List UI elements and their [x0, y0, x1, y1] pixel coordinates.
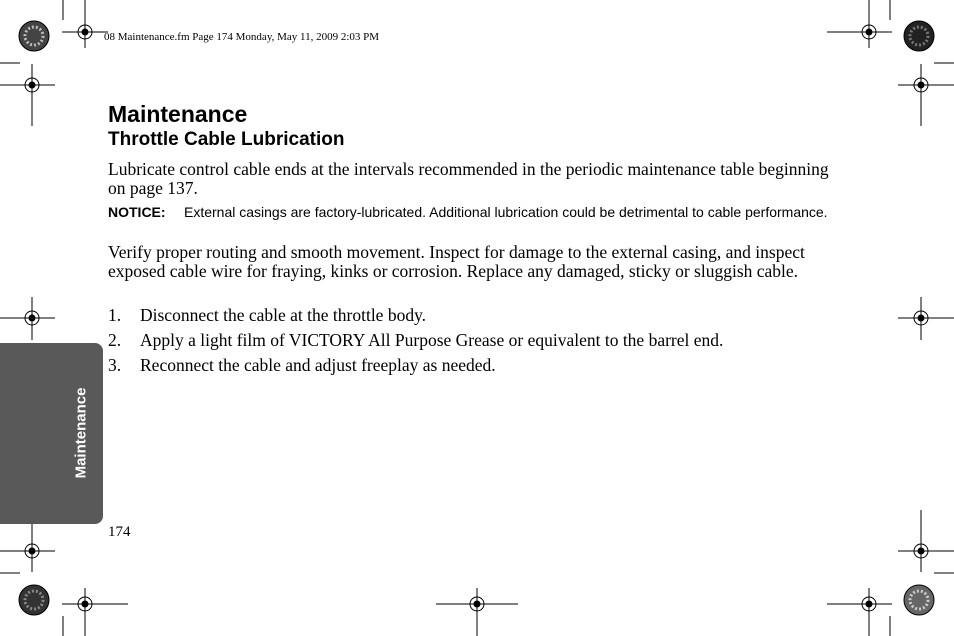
- notice-block: [108, 204, 838, 220]
- step-text: Disconnect the cable at the throttle body.: [140, 305, 427, 325]
- intro-paragraph: Lubricate control cable ends at the intervals recommended in the periodic maintenance table beginning on page 137.: [108, 159, 829, 198]
- section-title: Maintenance: [108, 101, 248, 127]
- step-text: Apply a light film of VICTORY All Purpose Grease or equivalent to the barrel end.: [140, 330, 724, 350]
- step-text: Reconnect the cable and adjust freeplay as needed.: [140, 355, 496, 375]
- subsection-title: Throttle Cable Lubrication: [108, 129, 345, 150]
- step-number: 1.: [108, 305, 122, 325]
- step-number: 2.: [108, 330, 122, 350]
- notice-text: External casings are factory-lubricated. Additional lubrication could be detrimental to cable performance.: [184, 204, 828, 220]
- step-number: 3.: [108, 355, 122, 375]
- step-item: [108, 331, 723, 350]
- step-item: [108, 306, 426, 325]
- inspect-paragraph: Verify proper routing and smooth movement. Inspect for damage to the external casing, and inspect exposed cable wire for fraying, kinks or corrosion. Replace any damaged, sticky or sluggish cable.: [108, 242, 805, 281]
- notice-label: NOTICE:: [108, 204, 166, 220]
- step-item: [108, 356, 496, 375]
- chapter-side-tab-label: Maintenance: [72, 387, 90, 479]
- page-number: 174: [108, 524, 131, 540]
- file-info-header: 08 Maintenance.fm Page 174 Monday, May 11, 2009 2:03 PM: [104, 31, 380, 43]
